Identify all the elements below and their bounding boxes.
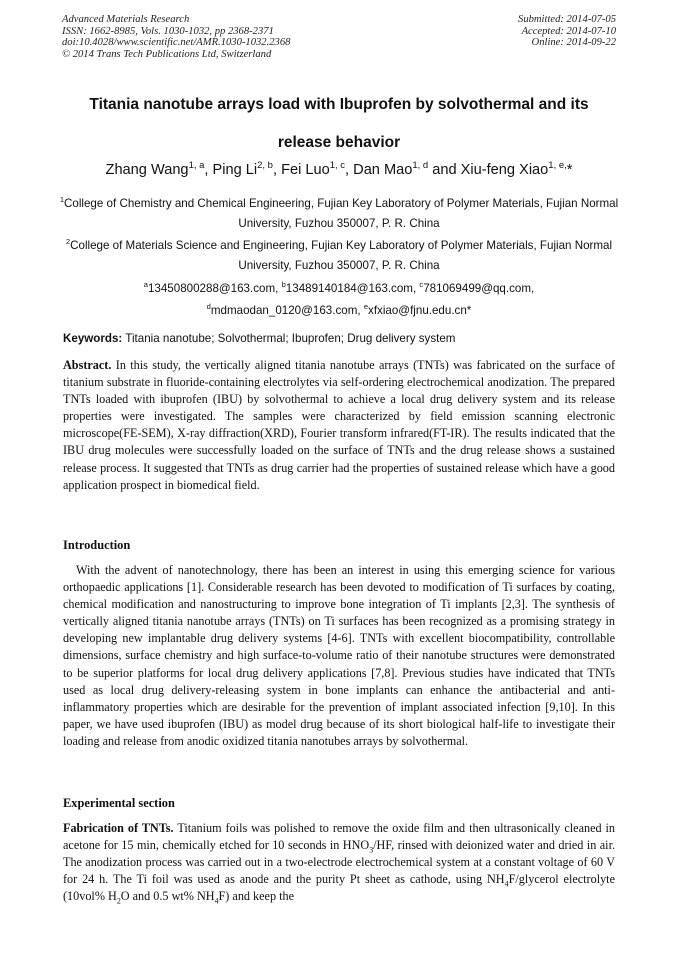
author-name: Ping Li <box>212 162 258 178</box>
email-address: 781069499@qq.com, <box>423 282 535 295</box>
author-list: Zhang Wang$^{1, a}$, Ping Li$^{2, b}$, Fei Luo$^{1, c}$, Dan Mao$^{1, d}$ and Xiu-feng Xiao$^{1, e,}$* <box>105 160 573 178</box>
email-address: 13489140184@163.com, <box>285 282 417 295</box>
author-superscript: 2, b <box>257 160 273 172</box>
journal-name: Advanced Materials Research <box>62 14 190 25</box>
abstract <box>63 357 615 494</box>
title-line-1: Titania nanotube arrays load with Ibuprofen by solvothermal and its <box>89 96 589 113</box>
email-superscript: e <box>363 302 369 312</box>
abstract-label: Abstract. <box>63 358 112 372</box>
experimental-heading: Experimental section <box>63 796 175 810</box>
copyright-line: © 2014 Trans Tech Publications Ltd, Switzerland <box>62 48 272 60</box>
email-address: 13450800288@163.com, <box>147 282 279 295</box>
introduction-body: With the advent of nanotechnology, there has been an interest in using this emerging science for various orthopaedic applications [1]. Considerable research has been devoted to modification of Ti surfaces by coating, chemical modification and nanostructuring to improve bone integration of Ti implants [2,3]. The synthesis of vertically aligned titania nanotube arrays (TNTs) on Ti surfaces has been recognized as a promising strategy in developing new implantable drug delivery systems [4-6]. TNTs with excellent biocompatibility, controllable dimensions, surface chemistry and high surface-to-volume ratio of their nanotube structures were demonstrated to be superior platforms for local drug delivery applications [7,8]. Previous studies have indicated that TNTs used as local drug delivery-releasing system in bone implants can enhance the antibacterial and anti-inflammatory properties which are desirable for the prevention of implant associated infection [9,10]. In this paper, we have used ibuprofen (IBU) as model drug because of its short biological half-life to investigate their loading and release from anodic oxidized titania nanotubes arrays by solvothermal. <box>63 563 615 748</box>
keywords-text: Titania nanotube; Solvothermal; Ibuprofen; Drug delivery system <box>125 332 456 345</box>
subscript: 4 <box>504 879 509 889</box>
body-text: F) and keep the <box>218 889 295 904</box>
affiliation-text: College of Materials Science and Engineering, Fujian Key Laboratory of Polymer Materials, Fujian Normal University, Fuzhou 350007, P. R. China <box>70 239 613 272</box>
author-superscript: 1, c <box>329 160 346 172</box>
email-list <box>90 278 588 322</box>
email-address: xfxiao@fjnu.edu.cn* <box>368 304 472 317</box>
author-superscript: 1, e, <box>548 160 567 172</box>
paper-title <box>40 86 638 162</box>
email-superscript: c <box>419 280 424 290</box>
author-name: Zhang Wang <box>105 162 189 178</box>
journal-header <box>62 14 290 60</box>
author-superscript: 1, d <box>412 160 429 172</box>
accepted-date: Accepted: 2014-07-10 <box>521 25 616 37</box>
body-text: /HF, rinsed with deionized water and dried in air. The anodization process was carried out in a two-electrode electrochemical system at a constant voltage of 60 V for 24 h. The Ti foil was used as anode and the purity Pt sheet as cathode, using NH <box>63 838 616 887</box>
author-superscript: 1, a <box>188 160 205 172</box>
author-name: Dan Mao <box>353 162 413 178</box>
affiliation-2 <box>52 236 626 276</box>
fabrication-label: Fabrication of TNTs. <box>63 821 174 835</box>
keywords <box>63 332 455 345</box>
title-line-2: release behavior <box>277 134 401 151</box>
affiliation-1 <box>52 194 626 234</box>
body-text: F/glycerol electrolyte (10vol% H <box>63 872 615 904</box>
affiliation-number: 1 <box>59 195 65 205</box>
affiliation-text: College of Chemistry and Chemical Engineering, Fujian Key Laboratory of Polymer Materials, Fujian Normal University, Fuzhou 350007, P. R. China <box>64 197 619 230</box>
keywords-label: Keywords: <box>63 332 123 345</box>
email-superscript: d <box>206 302 211 312</box>
subscript: 2 <box>116 896 121 906</box>
body-text: Titanium foils was polished to remove the oxide film and then ultrasonically cleaned in acetone for 15 min, chemically etched for 10 seconds in HNO <box>63 821 616 853</box>
submitted-date: Submitted: 2014-07-05 <box>518 14 616 25</box>
email-superscript: a <box>143 280 148 290</box>
author-name: and Xiu-feng Xiao <box>432 162 549 178</box>
affiliation-number: 2 <box>65 237 71 247</box>
introduction-heading: Introduction <box>63 538 131 552</box>
subscript: 3 <box>369 845 374 855</box>
author-name: Fei Luo <box>281 162 330 178</box>
fabrication-paragraph <box>63 820 615 905</box>
email-superscript: b <box>281 280 286 290</box>
abstract-text: In this study, the vertically aligned titania nanotube arrays (TNTs) was fabricated on the surface of titanium substrate in fluoride-containing electrolytes via self-ordering electrochemical anodization. The prepared TNTs loaded with ibuprofen (IBU) by solvothermal to achieve a local drug delivery system and its release properties were investigated. The samples were characterized by field emission scanning electronic microscope(FE-SEM), X-ray diffraction(XRD), Fourier transform infrared(FT-IR). The results indicated that the IBU drug molecules were successfully loaded on the surface of TNTs and the drug release shows a sustained release process. It suggested that TNTs as drug carrier had the properties of sustained release which have a good application prospect in biomedical field. <box>63 358 615 492</box>
subscript: 4 <box>214 896 219 906</box>
body-text: O and 0.5 wt% NH <box>120 889 215 904</box>
online-date: Online: 2014-09-22 <box>531 37 616 49</box>
issn-line: ISSN: 1662-8985, Vols. 1030-1032, pp 2368-2371 <box>62 25 274 37</box>
doi-line: doi:10.4028/www.scientific.net/AMR.1030-1032.2368 <box>62 37 291 49</box>
email-address: mdmaodan_0120@163.com, <box>210 304 361 317</box>
dates-header <box>518 14 616 49</box>
corresponding-mark: * <box>566 162 573 178</box>
